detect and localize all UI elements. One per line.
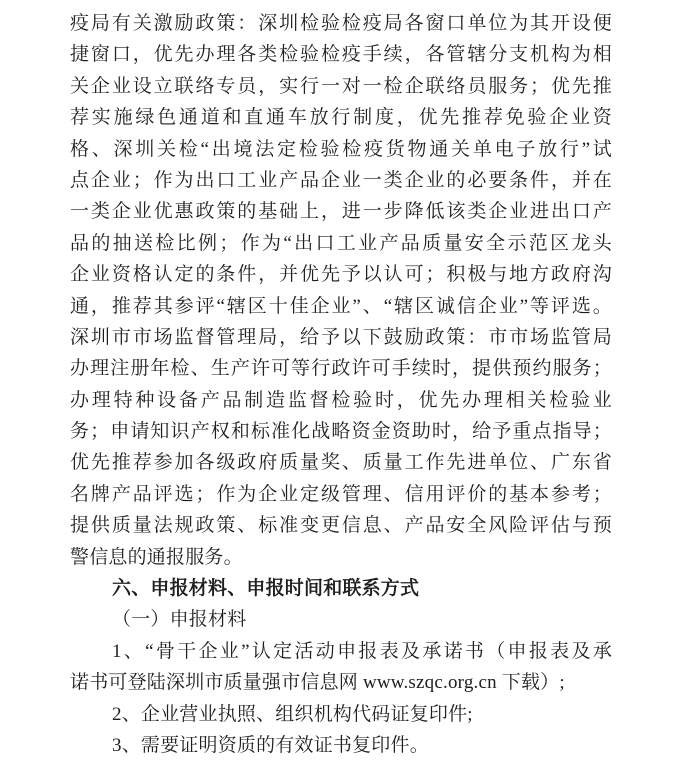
subsection-heading: （一）申报材料 <box>112 609 247 631</box>
paragraph-line: 通，推荐其参评“辖区十佳企业”、“辖区诚信企业”等评选。 <box>70 295 612 317</box>
list-item-1-line-2: 诺书可登陆深圳市质量强市信息网 www.szqc.org.cn 下载）; <box>70 672 565 694</box>
paragraph-line: 捷窗口，优先办理各类检验检疫手续，各管辖分支机构为相 <box>70 44 612 66</box>
paragraph-line: 名牌产品评选；作为企业定级管理、信用评价的基本参考； <box>70 483 612 505</box>
list-item-2: 2、企业营业执照、组织机构代码证复印件; <box>112 703 473 725</box>
paragraph-line: 一类企业优惠政策的基础上，进一步降低该类企业进出口产 <box>70 201 612 223</box>
paragraph-line: 警信息的通报服务。 <box>70 546 243 568</box>
paragraph-line: 深圳市市场监督管理局，给予以下鼓励政策：市市场监管局 <box>70 326 612 348</box>
paragraph-line: 点企业；作为出口工业产品企业一类企业的必要条件，并在 <box>70 169 612 191</box>
paragraph-line: 办理注册年检、生产许可等行政许可手续时，提供预约服务； <box>70 358 612 380</box>
paragraph-line: 荐实施绿色通道和直通车放行制度，优先推荐免验企业资 <box>70 107 612 129</box>
document-text-block <box>70 8 612 761</box>
list-item-3: 3、需要证明资质的有效证书复印件。 <box>112 734 429 756</box>
paragraph-line: 务；申请知识产权和标准化战略资金资助时，给予重点指导； <box>70 421 612 443</box>
paragraph-line: 品的抽送检比例；作为“出口工业产品质量安全示范区龙头 <box>70 232 612 254</box>
paragraph-line: 疫局有关激励政策：深圳检验检疫局各窗口单位为其开设便 <box>70 13 612 34</box>
paragraph-line: 关企业设立联络专员，实行一对一检企联络员服务；优先推 <box>70 75 612 97</box>
paragraph-line: 办理特种设备产品制造监督检验时，优先办理相关检验业 <box>70 389 612 411</box>
paragraph-line: 提供质量法规政策、标准变更信息、产品安全风险评估与预 <box>70 515 612 537</box>
paragraph-line: 优先推荐参加各级政府质量奖、质量工作先进单位、广东省 <box>70 452 612 474</box>
section-heading: 六、申报材料、申报时间和联系方式 <box>112 578 420 600</box>
paragraph-line: 企业资格认定的条件，并优先予以认可；积极与地方政府沟 <box>70 264 612 286</box>
list-item-1-line-1: 1、“骨干企业”认定活动申报表及承诺书（申报表及承 <box>112 640 612 662</box>
paragraph-line: 格、深圳关检“出境法定检验检疫货物通关单电子放行”试 <box>70 138 612 160</box>
